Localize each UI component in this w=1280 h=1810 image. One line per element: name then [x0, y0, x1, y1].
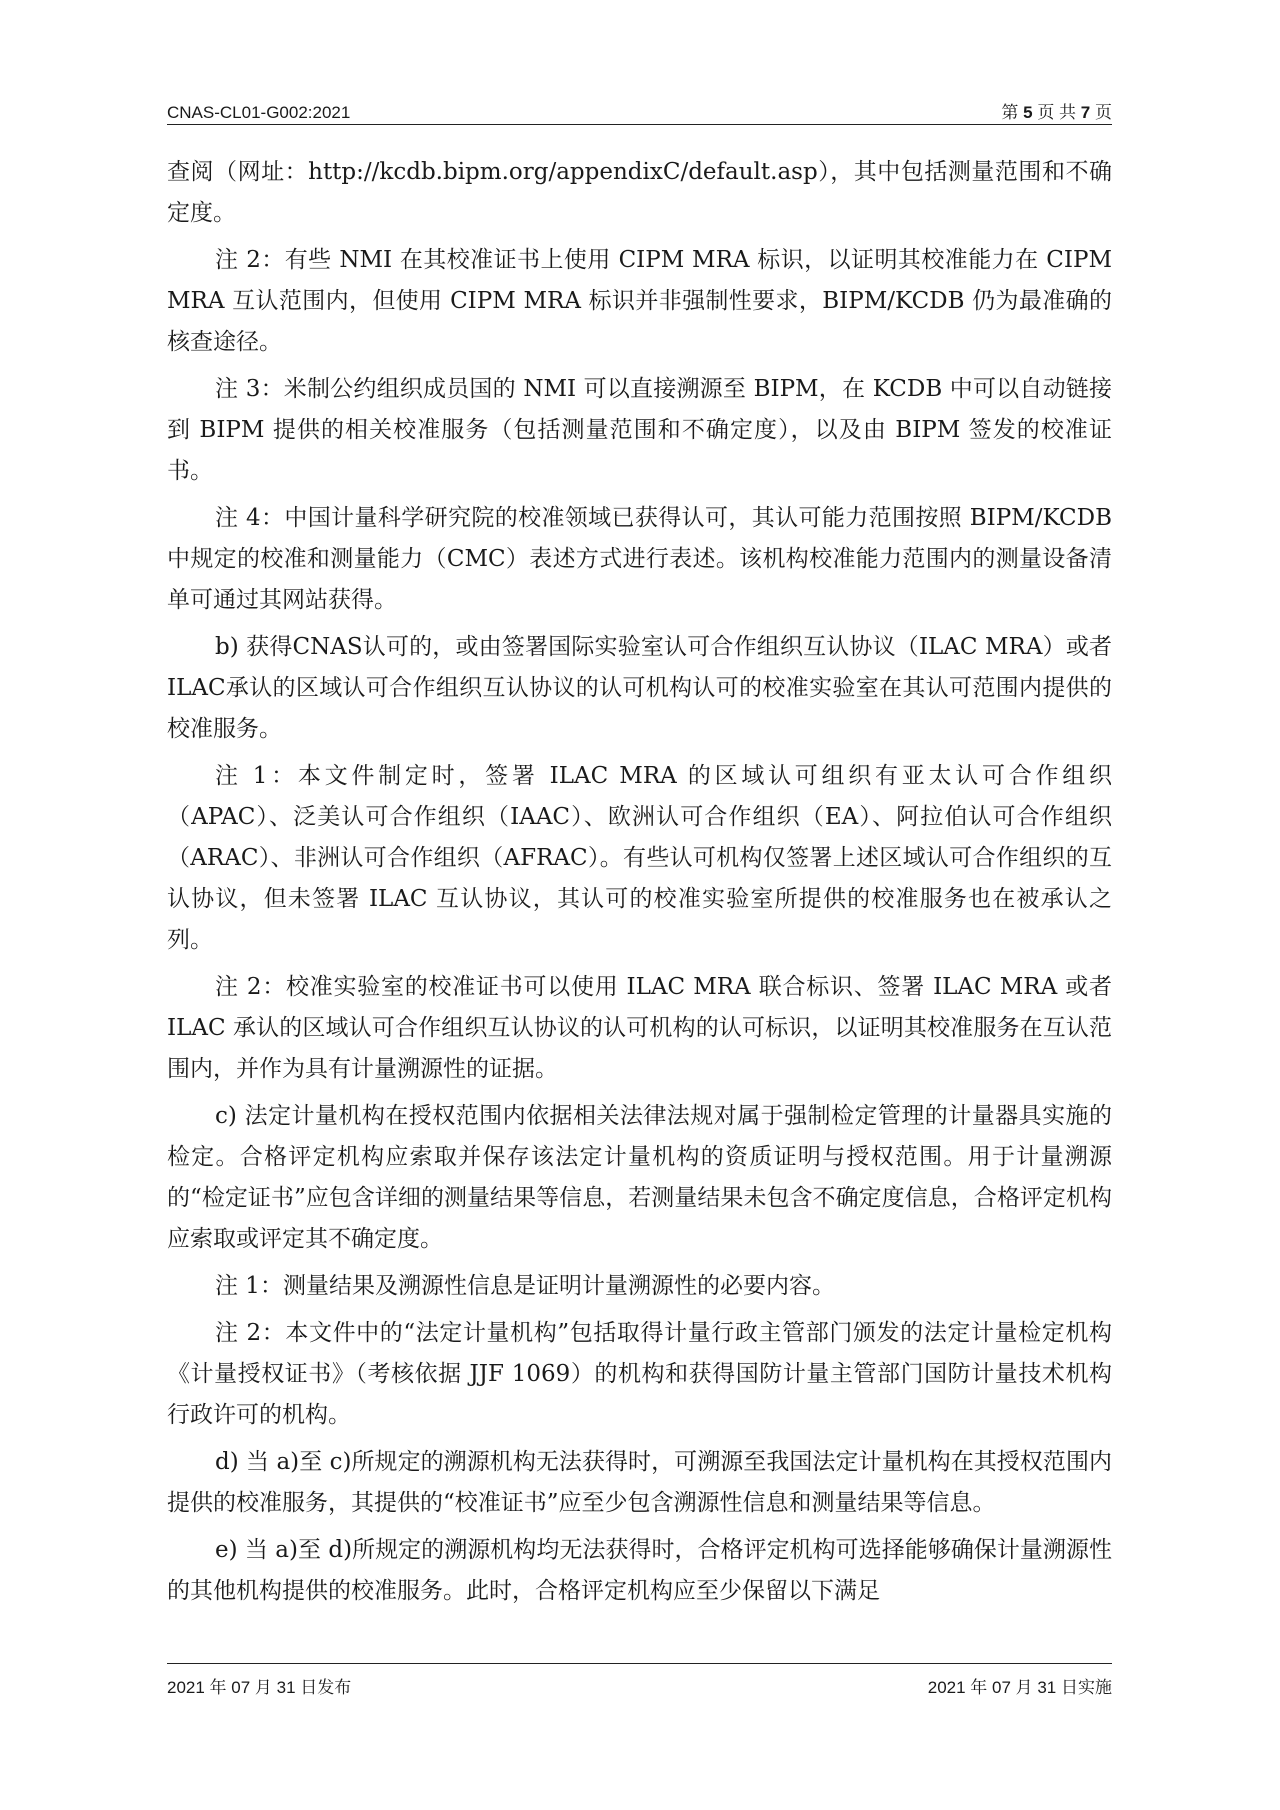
- item-e-other-providers: e) 当 a)至 d)所规定的溯源机构均无法获得时，合格评定机构可选择能够确保计量溯源性的其他机构提供的校准服务。此时，合格评定机构应至少保留以下满足: [167, 1537, 1112, 1604]
- item-c-legal-metrology: c) 法定计量机构在授权范围内依据相关法律法规对属于强制检定管理的计量器具实施的检定。合格评定机构应索取并保存该法定计量机构的资质证明与授权范围。用于计量溯源的“检定证书”应包含详细的测量结果等信息，若测量结果未包含不确定度信息，合格评定机构应索取或评定其不确定度。: [167, 1103, 1112, 1252]
- item-d-fallback: d) 当 a)至 c)所规定的溯源机构无法获得时，可溯源至我国法定计量机构在其授权范围内提供的校准服务，其提供的“校准证书”应至少包含溯源性信息和测量结果等信息。: [167, 1449, 1112, 1516]
- note-2-ilac-mark: 注 2：校准实验室的校准证书可以使用 ILAC MRA 联合标识、签署 ILAC MRA 或者 ILAC 承认的区域认可合作组织互认协议的认可机构的认可标识，以证明其校准服务在互认范围内，并作为具有计量溯源性的证据。: [167, 974, 1112, 1082]
- item-b-cnas-accredited: b) 获得CNAS认可的，或由签署国际实验室认可合作组织互认协议（ILAC MRA）或者ILAC承认的区域认可合作组织互认协议的认可机构认可的校准实验室在其认可范围内提供的校准服务。: [167, 634, 1112, 742]
- note-2-legal-metrology-definition: 注 2：本文件中的“法定计量机构”包括取得计量行政主管部门颁发的法定计量检定机构《计量授权证书》（考核依据 JJF 1069）的机构和获得国防计量主管部门国防计量技术机构行政许可的机构。: [167, 1320, 1112, 1428]
- page-header: [167, 93, 1112, 123]
- header-divider: [167, 124, 1112, 125]
- note-3-bipm: 注 3：米制公约组织成员国的 NMI 可以直接溯源至 BIPM，在 KCDB 中可以自动链接到 BIPM 提供的相关校准服务（包括测量范围和不确定度），以及由 BIPM 签发的校准证书。: [167, 376, 1112, 484]
- page-indicator: 第 5 页 共 7 页: [1001, 103, 1112, 122]
- note-1-regional-bodies: 注 1：本文件制定时，签署 ILAC MRA 的区域认可组织有亚太认可合作组织（APAC）、泛美认可合作组织（IAAC）、欧洲认可合作组织（EA）、阿拉伯认可合作组织（ARAC）、非洲认可合作组织（AFRAC）。有些认可机构仅签署上述区域认可合作组织的互认协议，但未签署 ILAC 互认协议，其认可的校准实验室所提供的校准服务也在被承认之列。: [167, 763, 1112, 953]
- note-4-nim: 注 4：中国计量科学研究院的校准领域已获得认可，其认可能力范围按照 BIPM/KCDB 中规定的校准和测量能力（CMC）表述方式进行表述。该机构校准能力范围内的测量设备清单可通过其网站获得。: [167, 505, 1112, 613]
- body-text: [167, 152, 1112, 1618]
- page-footer: [167, 1673, 1112, 1698]
- current-page-number: 5: [1023, 103, 1033, 122]
- issue-date: 2021 年 07 月 31 日发布: [167, 1678, 352, 1697]
- note-1-traceability-info: 注 1：测量结果及溯源性信息是证明计量溯源性的必要内容。: [215, 1273, 835, 1299]
- total-page-number: 7: [1080, 103, 1091, 122]
- paragraph-kcdb-continuation: 查阅（网址：http://kcdb.bipm.org/appendixC/default.asp），其中包括测量范围和不确定度。: [167, 159, 1112, 226]
- footer-divider: [167, 1663, 1112, 1664]
- effective-date: 2021 年 07 月 31 日实施: [927, 1678, 1112, 1697]
- note-2-cipm-mra: 注 2：有些 NMI 在其校准证书上使用 CIPM MRA 标识，以证明其校准能力在 CIPM MRA 互认范围内，但使用 CIPM MRA 标识并非强制性要求，BIPM/KCDB 仍为最准确的核查途径。: [167, 247, 1112, 355]
- document-code: CNAS-CL01-G002:2021: [167, 103, 351, 122]
